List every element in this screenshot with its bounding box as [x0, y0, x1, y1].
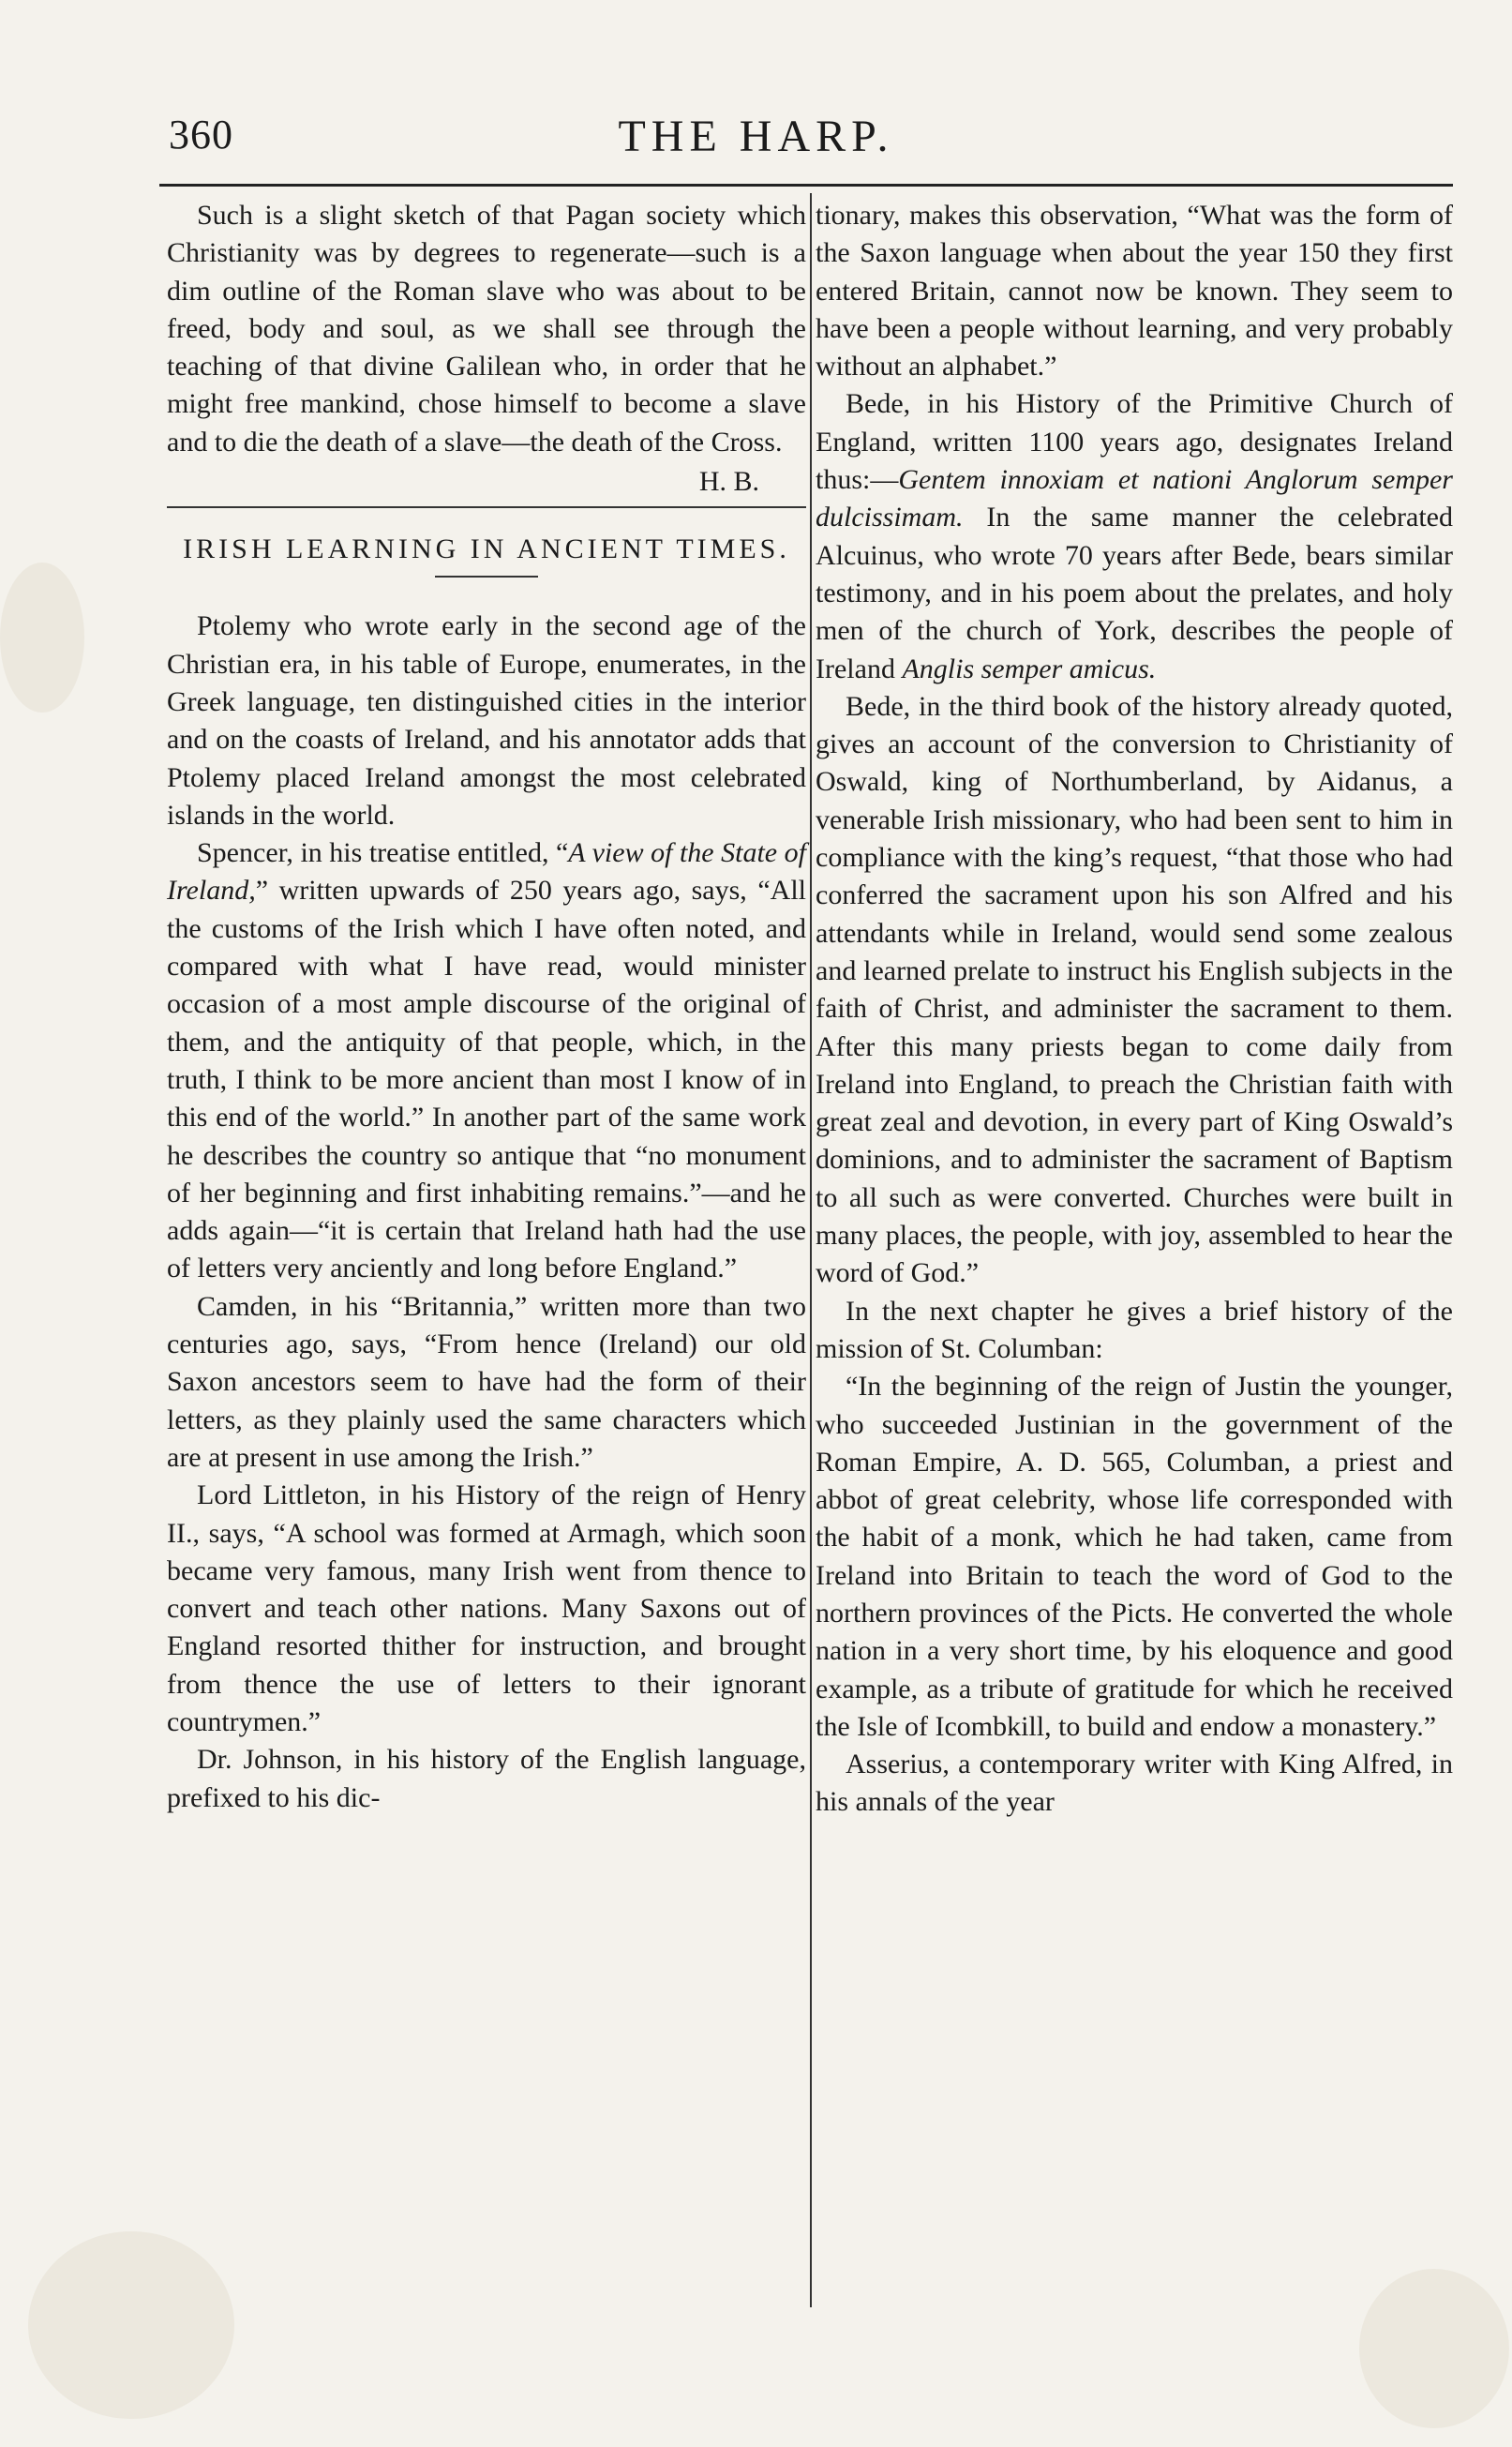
running-head: THE HARP.	[618, 112, 894, 161]
alcuinus-text: In the same manner the celebrated Alcuinus, who wrote 70 years after Bede, bears similar testimony, and in his poem about the prelates, and holy men of the church of York, describes the people of Ireland	[816, 502, 1453, 684]
title-underline	[435, 576, 538, 578]
paragraph-columban-quote: “In the beginning of the reign of Justin the younger, who succeeded Justinian in the government of the Roman Empire, A. D. 565, Columban, a priest and abbot of great celebrity, whose life corresponded with the habit of a monk, which he had taken, came from Ireland into Britain to teach the word of God to the northern provinces of the Picts. He converted the whole nation in a very short time, by his eloquence and good example, as a tribute of gratitude for which he received the Isle of Icombkill, to build and endow a monastery.”	[816, 1371, 1453, 1742]
paragraph-bede-third-book: Bede, in the third book of the history already quoted, gives an account of the conversion to Christianity of Oswald, king of Northumberland, by Aidanus, a venerable Irish missionary, who had been sent to him in compliance with the king’s request, “that those who had conferred the sacrament upon his son Alfred and his attendants while in Ireland, would send some zealous and learned prelate to instruct his English subjects in the faith of Christ, and administer the sacrament to them. After this many priests began to come daily from Ireland into England, to preach the Christian faith with great zeal and devotion, in every part of King Oswald’s dominions, and to administer the sacrament of Baptism to all such as were converted. Churches were built in many places, the people, with joy, assembled to hear the word of God.”	[816, 690, 1453, 1289]
paragraph-next-chapter: In the next chapter he gives a brief history of the mission of St. Columban:	[816, 1295, 1453, 1364]
column-divider	[810, 193, 812, 2307]
latin-quote-2: Anglis semper amicus.	[902, 653, 1157, 684]
page-number: 360	[169, 112, 233, 158]
paragraph-spencer	[167, 834, 806, 1288]
spencer-intro: Spencer, in his treatise entitled, “	[197, 837, 569, 869]
paragraph-johnson-continued: tionary, makes this observation, “What was the form of the Saxon language when about the year 150 they first entered Britain, cannot now be known. They seem to have been a people without learning, and very probably without an alphabet.”	[816, 200, 1453, 383]
paragraph-asserius: Asserius, a contemporary writer with King Alfred, in his annals of the year	[816, 1749, 1453, 1818]
paper-stain	[1359, 2269, 1509, 2428]
author-signature: H. B.	[698, 466, 759, 498]
header-rule	[159, 184, 1453, 187]
paragraph-johnson: Dr. Johnson, in his history of the English language, prefixed to his dic-	[167, 1744, 806, 1813]
latin-quote-1: Gentem innoxiam et nationi Anglorum semper dulcissimam.	[816, 464, 1453, 533]
spencer-work-title: A view of the State of Ireland,	[167, 837, 806, 907]
intro-paragraph: Such is a slight sketch of that Pagan society which Christianity was by degrees to regenerate—such is a dim outline of the Roman slave who was about to be freed, body and soul, as we shall see through the teaching of that divine Galilean who, in order that he might free mankind, chose himself to become a slave and to die the death of a slave—the death of the Cross.	[167, 200, 806, 458]
spencer-quote: ” written upwards of 250 years ago, says, “All the customs of the Irish which I have often noted, and compared with what I have read, would minister occasion of a most ample discourse of the original of them, and the antiquity of that people, which, in the truth, I think to be more ancient than most I know of in this end of the world.” In another part of the same work he describes the country so antique that “no monument of her beginning and first inhabiting remains.”—and he adds again—“it is certain that Ireland hath had the use of letters very anciently and long before England.”	[167, 875, 806, 1284]
paragraph-bede	[816, 385, 1453, 687]
paragraph-ptolemy: Ptolemy who wrote early in the second age of the Christian era, in his table of Europe, enumerates, in the Greek language, ten distinguished cities in the interior and on the coasts of Ireland, and his annotator adds that Ptolemy placed Ireland amongst the most celebrated islands in the world.	[167, 610, 806, 831]
paper-stain	[0, 563, 84, 713]
right-column	[816, 197, 1453, 1822]
paragraph-littleton: Lord Littleton, in his History of the reign of Henry II., says, “A school was formed at Armagh, which soon became very famous, many Irish went from thence to convert and teach other nations. Many Saxons out of England resorted thither for instruction, and brought from thence the use of letters to their ignorant countrymen.”	[167, 1479, 806, 1737]
bede-intro: Bede, in his History of the Primitive Church of England, written 1100 years ago, designates Ireland thus:—	[816, 388, 1453, 496]
section-title: IRISH LEARNING IN ANCIENT TIMES.	[183, 533, 790, 565]
paragraph-camden: Camden, in his “Britannia,” written more than two centuries ago, says, “From hence (Ireland) our old Saxon ancestors seem to have had the form of their letters, as they plainly used the same characters which are at present in use among the Irish.”	[167, 1290, 806, 1473]
left-column	[167, 197, 806, 1817]
section-divider	[167, 506, 806, 508]
paper-stain	[28, 2231, 234, 2419]
